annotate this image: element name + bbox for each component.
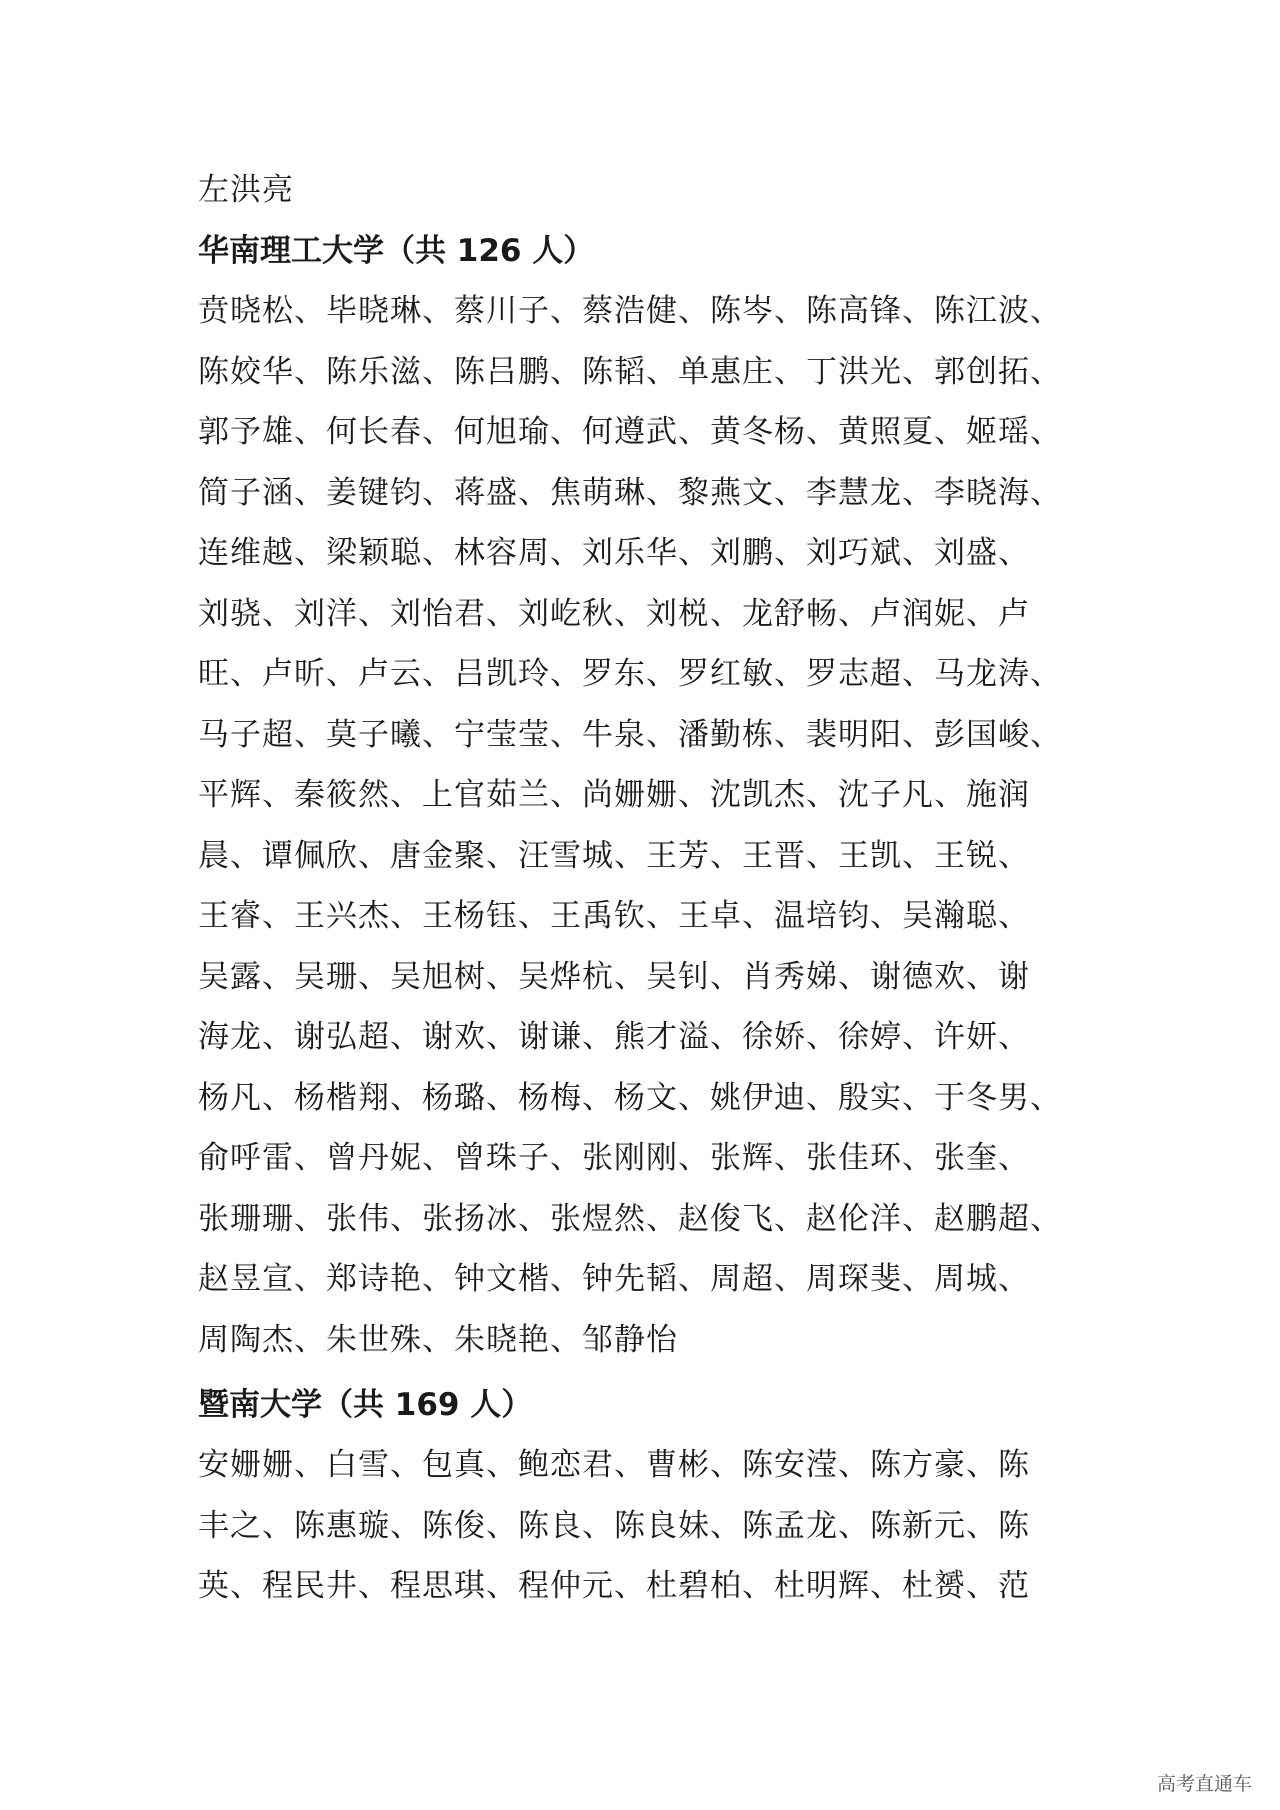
- name-line: 晨、谭佩欣、唐金聚、汪雪城、王芳、王晋、王凯、王锐、: [198, 837, 1030, 874]
- name-line: 刘骁、刘洋、刘怡君、刘屹秋、刘棁、龙舒畅、卢润妮、卢: [198, 595, 1030, 632]
- name-line: 郭予雄、何长春、何旭瑜、何遵武、黄冬杨、黄照夏、姬瑶、: [198, 414, 1062, 450]
- name-line: 张珊珊、张伟、张扬冰、张煜然、赵俊飞、赵伦洋、赵鹏超、: [198, 1200, 1062, 1237]
- name-line: 平辉、秦筱然、上官茹兰、尚姗姗、沈凯杰、沈子凡、施润: [198, 777, 1030, 813]
- name-line: 丰之、陈惠璇、陈俊、陈良、陈良妹、陈孟龙、陈新元、陈: [198, 1507, 1030, 1544]
- name-line: 马子超、莫子曦、宁莹莹、牛泉、潘勤栋、裴明阳、彭国峻、: [198, 716, 1062, 753]
- section-heading-jnu: 暨南大学（共 169 人）: [198, 1387, 533, 1423]
- watermark: 高考直通车: [1156, 1773, 1252, 1795]
- name-line: 周陶杰、朱世殊、朱晓艳、邹静怡: [198, 1321, 678, 1358]
- intro-line: 左洪亮: [198, 172, 294, 208]
- intro-text: [198, 160, 1098, 221]
- name-line: 英、程民井、程思琪、程仲元、杜碧柏、杜明辉、杜赟、范: [198, 1568, 1030, 1604]
- name-line: 旺、卢昕、卢云、吕凯玲、罗东、罗红敏、罗志超、马龙涛、: [198, 656, 1062, 692]
- name-line: 安姗姗、白雪、包真、鲍恋君、曹彬、陈安滢、陈方豪、陈: [198, 1447, 1030, 1483]
- section-heading-scut: 华南理工大学（共 126 人）: [198, 233, 595, 269]
- name-line: 杨凡、杨楷翔、杨璐、杨梅、杨文、姚伊迪、殷实、于冬男、: [198, 1079, 1062, 1116]
- name-line: 陈姣华、陈乐滋、陈吕鹏、陈韬、单惠庄、丁洪光、郭创拓、: [198, 353, 1062, 390]
- name-line: 连维越、梁颖聪、林容周、刘乐华、刘鹏、刘巧斌、刘盛、: [198, 535, 1030, 571]
- section-names-scut: [198, 281, 1098, 1370]
- section-names-jnu: [198, 1435, 1098, 1617]
- name-line: 海龙、谢弘超、谢欢、谢谦、熊才溢、徐娇、徐婷、许妍、: [198, 1019, 1030, 1055]
- name-line: 赵昱宣、郑诗艳、钟文楷、钟先韬、周超、周琛斐、周城、: [198, 1261, 1030, 1297]
- name-line: 俞呼雷、曾丹妮、曾珠子、张刚刚、张辉、张佳环、张奎、: [198, 1140, 1030, 1176]
- name-line: 吴露、吴珊、吴旭树、吴烨杭、吴钊、肖秀娣、谢德欢、谢: [198, 958, 1030, 995]
- name-line: 简子涵、姜键钧、蒋盛、焦萌琳、黎燕文、李慧龙、李晓海、: [198, 474, 1062, 511]
- name-line: 贲晓松、毕晓琳、蔡川子、蔡浩健、陈岑、陈高锋、陈江波、: [198, 293, 1062, 329]
- name-line: 王睿、王兴杰、王杨钰、王禹钦、王卓、温培钧、吴瀚聪、: [198, 898, 1030, 934]
